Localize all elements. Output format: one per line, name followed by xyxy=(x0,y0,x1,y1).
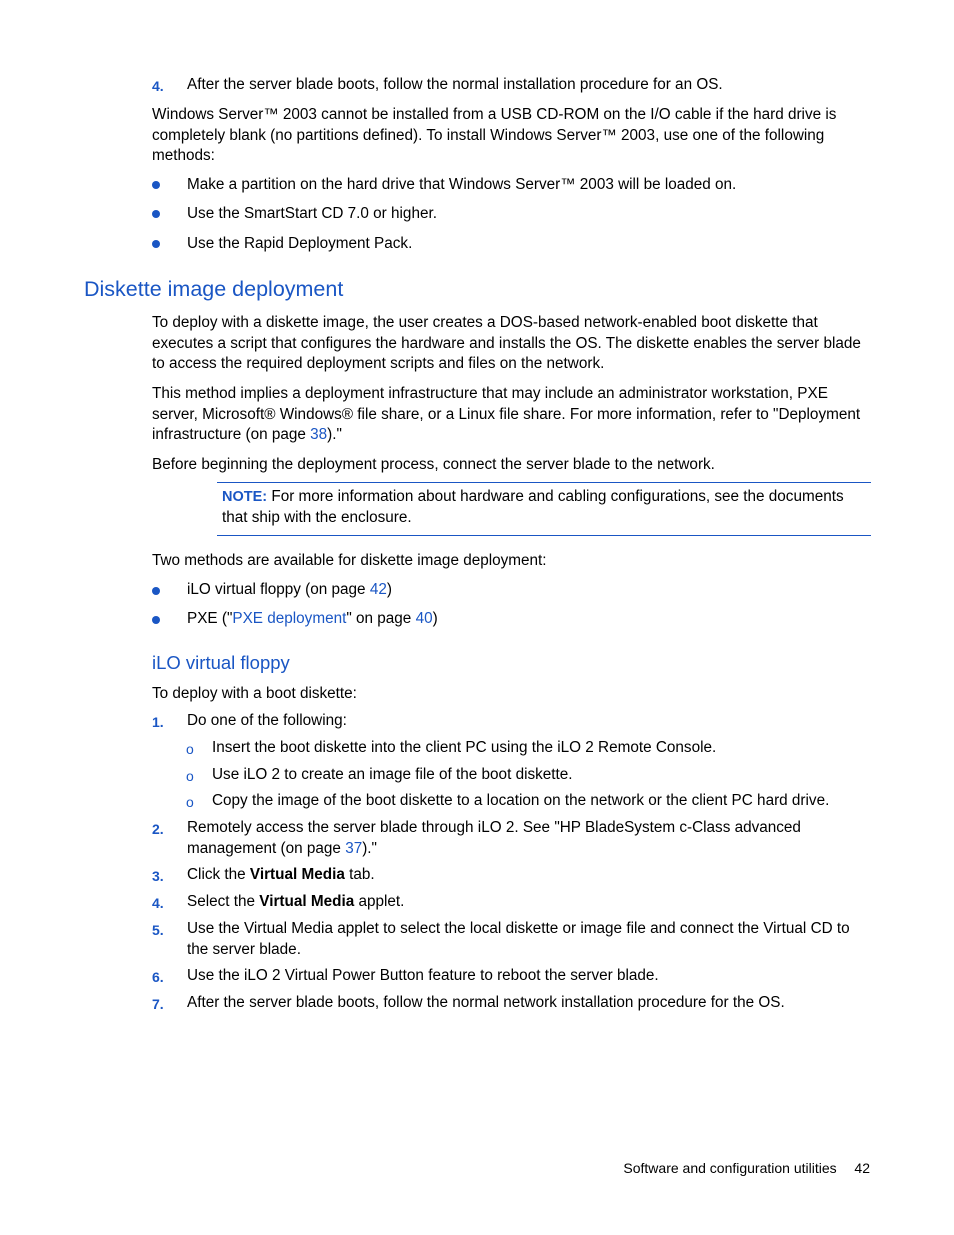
step-text: After the server blade boots, follow the normal installation procedure for an OS. xyxy=(187,76,723,93)
page-link[interactable]: 42 xyxy=(369,581,387,598)
circle-bullet-icon: o xyxy=(186,794,194,810)
pxe-deployment-link[interactable]: PXE deployment xyxy=(232,610,347,627)
page-footer xyxy=(623,1158,870,1179)
step-text: Remotely access the server blade through iLO 2. See "HP BladeSystem c-Class advanced management (on page 37)." xyxy=(187,819,801,857)
circle-bullet-icon: o xyxy=(186,768,194,784)
step-number: 2. xyxy=(152,821,164,837)
step-text: Select the Virtual Media applet. xyxy=(187,893,405,910)
page-link[interactable]: 37 xyxy=(345,839,363,857)
substep-text: Use iLO 2 to create an image file of the boot diskette. xyxy=(212,766,573,783)
ilo-intro: To deploy with a boot diskette: xyxy=(152,685,357,702)
step-number: 4. xyxy=(152,895,164,911)
step-number: 6. xyxy=(152,969,164,985)
bullet-icon xyxy=(152,181,160,189)
subsection-heading: iLO virtual floppy xyxy=(152,652,290,673)
bullet-icon xyxy=(152,240,160,248)
list-item: PXE ("PXE deployment" on page 40) xyxy=(187,610,438,627)
step-text: Do one of the following: xyxy=(187,712,347,729)
step-number: 5. xyxy=(152,922,164,938)
page-number: 42 xyxy=(854,1160,870,1176)
note-box xyxy=(217,482,871,536)
diskette-paragraph-2: This method implies a deployment infrastructure that may include an administrator workstation, PXE server, Microsoft® Windows® file share, or a Linux file share. For more information, refer to "Deployment infrastructure (on page 38)." xyxy=(152,385,861,444)
step-number: 4. xyxy=(152,78,164,94)
circle-bullet-icon: o xyxy=(186,741,194,757)
list-item: Use the SmartStart CD 7.0 or higher. xyxy=(187,205,437,222)
substep-text: Copy the image of the boot diskette to a location on the network or the client PC hard drive. xyxy=(212,792,830,809)
step-number: 7. xyxy=(152,996,164,1012)
windows-paragraph: Windows Server™ 2003 cannot be installed from a USB CD-ROM on the I/O cable if the hard drive is completely blank (no partitions defined). To install Windows Server™ 2003, use one of the following methods: xyxy=(152,106,837,165)
bullet-icon xyxy=(152,616,160,624)
step-number: 1. xyxy=(152,714,164,730)
bullet-icon xyxy=(152,210,160,218)
bullet-icon xyxy=(152,587,160,595)
step-text: Use the Virtual Media applet to select the local diskette or image file and connect the Virtual CD to the server blade. xyxy=(187,920,850,958)
section-heading: Diskette image deployment xyxy=(84,277,344,301)
substep-text: Insert the boot diskette into the client PC using the iLO 2 Remote Console. xyxy=(212,739,717,756)
footer-section: Software and configuration utilities xyxy=(623,1160,837,1176)
page-link[interactable]: 38 xyxy=(310,426,328,444)
list-item: iLO virtual floppy (on page 42) xyxy=(187,581,392,598)
list-item: Make a partition on the hard drive that Windows Server™ 2003 will be loaded on. xyxy=(187,176,737,193)
note-label: NOTE: xyxy=(222,489,268,505)
step-number: 3. xyxy=(152,868,164,884)
methods-intro: Two methods are available for diskette image deployment: xyxy=(152,552,547,569)
diskette-paragraph-1: To deploy with a diskette image, the user creates a DOS-based network-enabled boot diskette that executes a script that configures the hardware and installs the OS. The diskette enables the server blade to access the required deployment scripts and files on the network. xyxy=(152,314,861,373)
page-link[interactable]: 40 xyxy=(415,610,433,627)
step-text: After the server blade boots, follow the normal network installation procedure for the OS. xyxy=(187,994,785,1011)
step-text: Click the Virtual Media tab. xyxy=(187,866,375,883)
list-item: Use the Rapid Deployment Pack. xyxy=(187,235,413,252)
note-text: NOTE: For more information about hardware and cabling configurations, see the documents that ship with the enclosure. xyxy=(222,488,844,526)
step-text: Use the iLO 2 Virtual Power Button feature to reboot the server blade. xyxy=(187,967,659,984)
diskette-paragraph-3: Before beginning the deployment process, connect the server blade to the network. xyxy=(152,456,715,473)
